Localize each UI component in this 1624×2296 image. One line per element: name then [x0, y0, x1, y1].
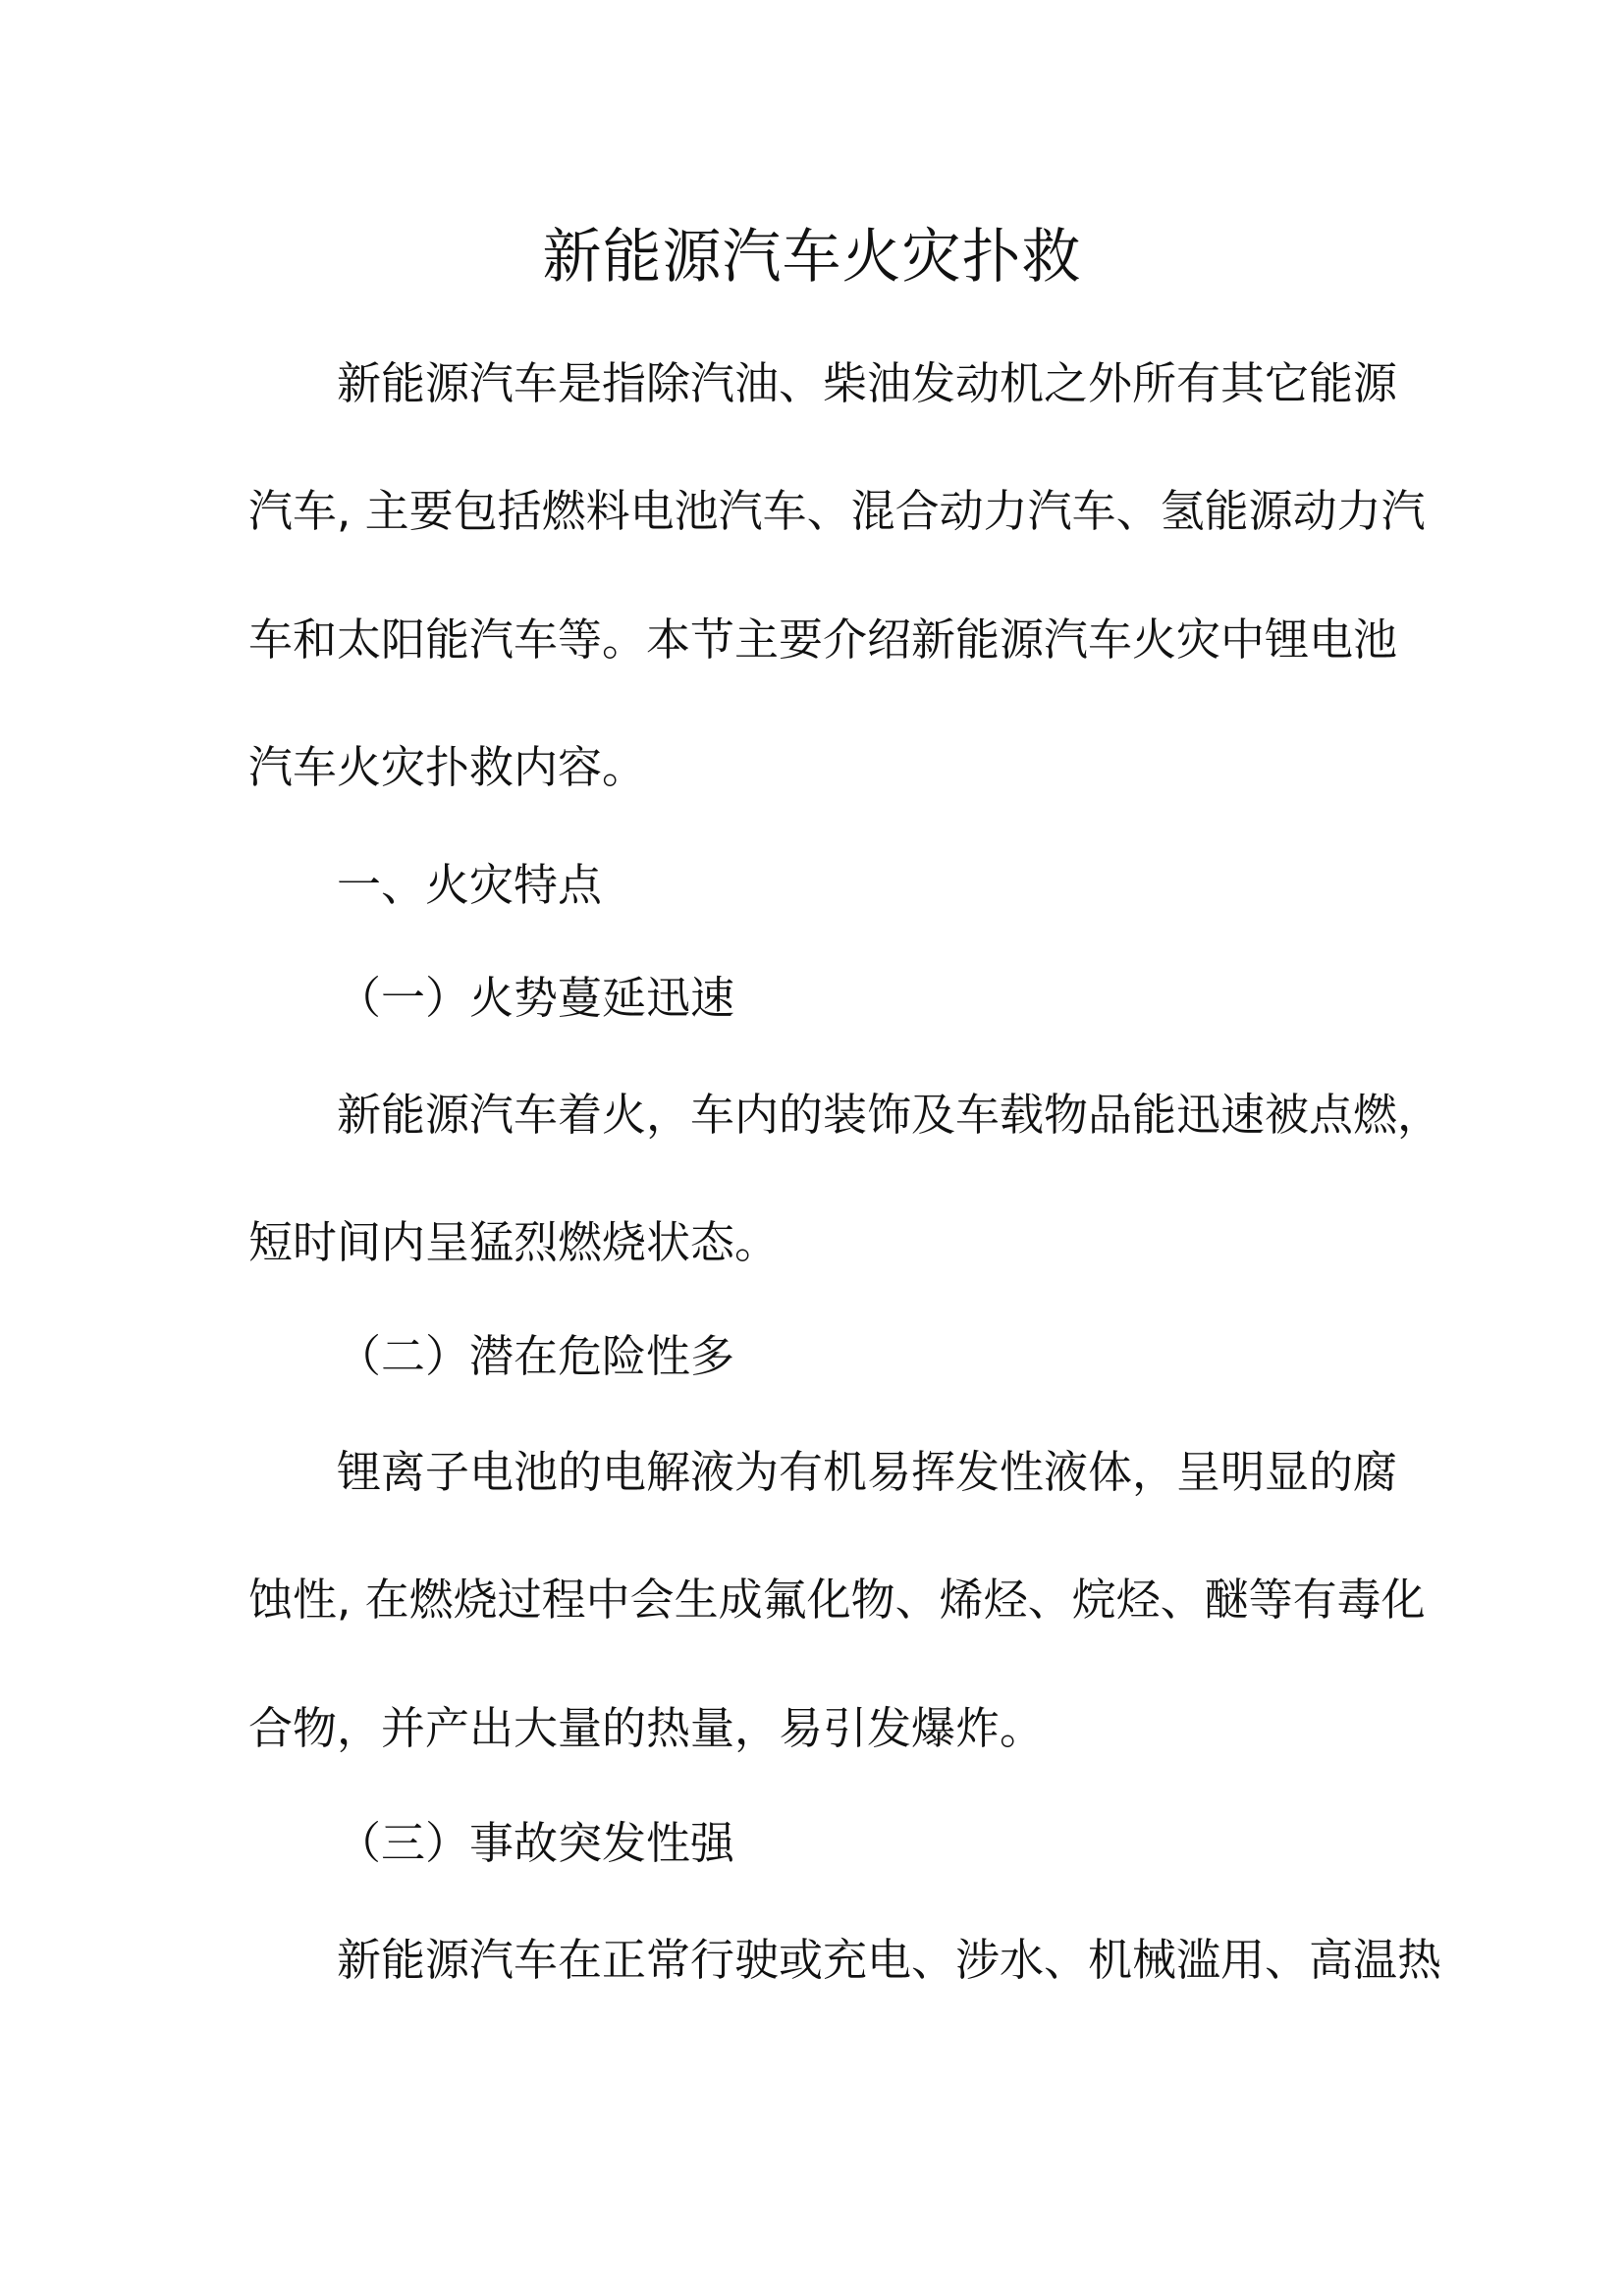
document-title: 新能源汽车火灾扑救 — [542, 223, 1082, 292]
paragraph-line: 汽车火灾扑救内容。 — [248, 741, 647, 793]
paragraph-line: 车和太阳能汽车等。本节主要介绍新能源汽车火灾中锂电池 — [248, 614, 1398, 666]
paragraph-line: 锂离子电池的电解液为有机易挥发性液体，呈明显的腐 — [337, 1446, 1398, 1498]
section-heading: 一、火灾特点 — [337, 859, 603, 911]
paragraph-line: 短时间内呈猛烈燃烧状态。 — [248, 1216, 780, 1268]
subsection-heading: （二）潜在危险性多 — [337, 1330, 735, 1382]
paragraph-line: 新能源汽车在正常行驶或充电、涉水、机械滥用、高温热 — [337, 1934, 1442, 1986]
subsection-heading: （一）火势蔓延迅速 — [337, 972, 735, 1024]
paragraph-line: 新能源汽车是指除汽油、柴油发动机之外所有其它能源 — [337, 357, 1398, 409]
subsection-heading: （三）事故突发性强 — [337, 1817, 735, 1869]
paragraph-line: 蚀性, 在燃烧过程中会生成氟化物、烯烃、烷烃、醚等有毒化 — [248, 1574, 1426, 1626]
paragraph-line: 汽车, 主要包括燃料电池汽车、混合动力汽车、氢能源动力汽 — [248, 485, 1426, 537]
paragraph-line: 新能源汽车着火，车内的装饰及车载物品能迅速被点燃， — [337, 1089, 1442, 1141]
paragraph-line: 合物，并产出大量的热量，易引发爆炸。 — [248, 1702, 1045, 1754]
